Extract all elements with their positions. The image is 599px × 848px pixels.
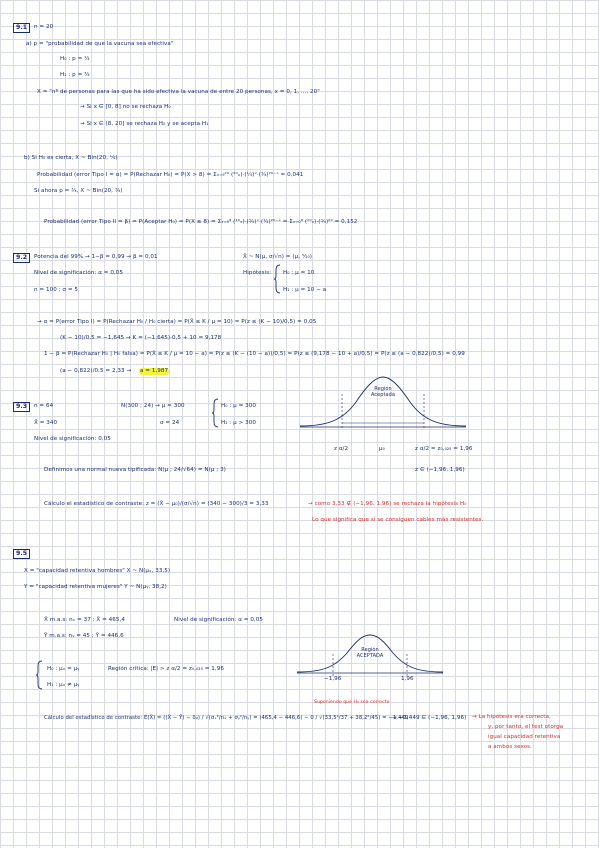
k-derivation: → α = P(error Tipo I) = P(Rechazar H₀ / H₀ cierta) = P(X̄ ≤ K / μ = 10) = P(z ≤ (K − 10)/0,5) = 0,05 bbox=[37, 319, 317, 325]
sample-mean-distribution: X̄ ~ N(μ, σ/√n) = (μ, ⁵⁄₁₀) bbox=[243, 254, 312, 260]
interval-check: → −1,449 ∈ (−1,96, 1,96) bbox=[392, 715, 467, 721]
y-sample: Ȳ m.a.s: nᵧ = 45 ; Ȳ = 446,6 bbox=[44, 633, 124, 639]
exercise-label-9-1: 9.1 bbox=[13, 23, 30, 33]
null-hypothesis: H₀ : p = ¹⁄₄ bbox=[60, 56, 90, 62]
rule-no-reject: → Si x ∈ [0, 8] no se rechaza H₀ bbox=[80, 104, 171, 110]
x-definition: X = "capacidad retentiva hombres" X ~ N(μₓ, 33,5) bbox=[24, 568, 171, 574]
p-definition: a) p = "probabilidad de que la vacuna sea efectiva" bbox=[26, 41, 174, 47]
sample-size: n = 64 bbox=[34, 403, 54, 409]
hypotheses-brace bbox=[36, 660, 44, 690]
x-sample: X̄ m.a.s: nₓ = 37 ; X̄ = 465,4 bbox=[44, 617, 125, 623]
x-definition: X = "nº de personas para las que ha sido efectiva la vacuna de entre 20 personas, x = 0, 1, ..., 20" bbox=[37, 89, 320, 95]
alt-hypothesis: H₁ : μ > 300 bbox=[221, 420, 256, 426]
significance-level: Nivel de significación: α = 0,05 bbox=[34, 270, 123, 276]
conclusion-line-1: → La hipótesis era correcta, bbox=[472, 714, 551, 720]
population-distribution: N(300 ; 24) → μ = 300 bbox=[121, 403, 185, 409]
power-statement: Potencia del 99% → 1−β = 0,99 → β = 0,01 bbox=[34, 254, 158, 260]
test-statistic: Cálculo el estadístico de contraste: z = (X̄ − μ₀)/(σ/√n) = (340 − 300)/3 = 3,33 bbox=[44, 501, 269, 507]
null-hypothesis: H₀ : μₓ = μᵧ bbox=[47, 666, 80, 672]
exercise-label-9-2: 9.2 bbox=[13, 253, 30, 263]
critical-region: Región crítica: |E| > z α/2 = z₀,₀₂₅ = 1,96 bbox=[108, 666, 224, 672]
conclusion-line-3: igual capacidad retentiva bbox=[488, 734, 561, 740]
beta-computation: Probabilidad (error Tipo II = β) = P(Aceptar H₀) = P(X ≤ 8) = Σₓ₌₀⁸ (²⁰ₓ)·(¾)ˣ·(¼)²⁰⁻ˣ = Σₓ₌₀⁸ (²⁰ₓ)·(¾)²⁰ = 0,152 bbox=[44, 219, 358, 225]
critical-right-label: 1,96 bbox=[401, 676, 414, 682]
critical-left-label: z α/2 bbox=[334, 446, 349, 452]
hypotheses-brace bbox=[274, 264, 282, 294]
alt-hypothesis: H₁ : μₓ ≠ μᵧ bbox=[47, 682, 80, 688]
acceptance-region-label: Región ACEPTADA bbox=[356, 647, 384, 659]
critical-right-label: z α/2 = z₀,₀₂₅ = 1,96 bbox=[415, 446, 473, 452]
sample-mean: X̄ = 340 bbox=[34, 420, 58, 426]
significance-level: Nivel de significación: 0,05 bbox=[34, 436, 111, 442]
b-definition: b) Si H₀ es cierta, X ~ Bin(20, ¹⁄₄) bbox=[24, 155, 118, 161]
alt-hypothesis: H₁ : p = ³⁄₄ bbox=[60, 72, 90, 78]
alt-hypothesis: H₁ : μ = 10 − a bbox=[283, 287, 327, 293]
hypotheses-brace bbox=[212, 398, 220, 428]
conclusion-reject: → como 3,33 ∉ (−1,96, 1,96) se rechaza la hipótesis H₀ bbox=[308, 501, 467, 507]
sigma-value: σ = 24 bbox=[160, 420, 180, 426]
sample-size: n = 20 bbox=[34, 24, 54, 30]
alpha-computation: Probabilidad (error Tipo I = α) = P(Rechazar H₀) = P(X > 8) = Σₓ₌₉²⁰ (²⁰ₓ)·(¼)ˣ·(¾)²⁰⁻ˣ = 0,041 bbox=[37, 172, 304, 178]
mean-label: μ₀ bbox=[379, 446, 385, 452]
critical-left-label: −1,96 bbox=[324, 676, 342, 682]
conclusion-line-4: a ambos sexos. bbox=[488, 744, 532, 750]
test-statistic: Cálculo del estadístico de contraste: E(X̄) = ((X̄ − Ȳ) − δ₀) / √(σₓ²/nₓ + σᵧ²/nᵧ) = (465,4 − 446,6) − 0 / √(33,5²/37 + 38,2²/45) = −1,449 bbox=[44, 715, 409, 721]
normal-curve-diagram bbox=[298, 372, 468, 434]
exercise-label-9-5: 9.5 bbox=[13, 549, 30, 559]
exercise-label-9-3: 9.3 bbox=[13, 402, 30, 412]
standardized-normal: Definimos una normal nueva tipificada: N(μ ; 24/√64) = N(μ ; 3) bbox=[44, 467, 226, 473]
null-hypothesis: H₀ : μ = 300 bbox=[221, 403, 256, 409]
acceptance-region-label: Región Aceptada bbox=[371, 386, 395, 398]
power-derivation: 1 − β = P(Rechazar H₀ | H₀ falsa) = P(X̄ ≤ K / μ = 10 − a) = P(z ≤ (K − (10 − a))/0,5) = P(z ≤ (9,178 − 10 + a)/0,5) = P(z ≤ (a − 0,822)/0,5) = 0,99 bbox=[44, 351, 465, 357]
a-equation: (a − 0,822)/0,5 = 2,33 → bbox=[60, 368, 132, 374]
significance-level: Nivel de significación: α = 0,05 bbox=[174, 617, 263, 623]
k-solution: (K − 10)/0,5 = −1,645 → K = (−1,645)·0,5 + 10 = 9,178 bbox=[60, 335, 222, 341]
conclusion-line-2: y, por tanto, el test otorga bbox=[488, 724, 564, 730]
y-definition: Y = "capacidad retentiva mujeres" Y ~ N(μᵧ, 38,2) bbox=[24, 584, 167, 590]
rule-reject: → Si x ∈ (8, 20] se rechaza H₀ y se acepta H₁ bbox=[80, 121, 209, 127]
assumption-note: Suponiendo que H₀ sea correcto bbox=[314, 700, 390, 705]
conclusion-meaning: Lo que significa que sí se consiguen cables más resistentes. bbox=[312, 517, 484, 523]
null-hypothesis: H₀ : μ = 10 bbox=[283, 270, 315, 276]
hypotheses-label: Hipótesis: bbox=[243, 270, 272, 276]
a-result-highlight: a = 1,987 bbox=[140, 368, 169, 374]
acceptance-interval: z ∈ (−1,96, 1,96) bbox=[415, 467, 465, 473]
alt-distribution: Si ahora p = ¾, X ~ Bin(20, ¾) bbox=[34, 188, 123, 194]
sample-params: n = 100 ; σ = 5 bbox=[34, 287, 79, 293]
